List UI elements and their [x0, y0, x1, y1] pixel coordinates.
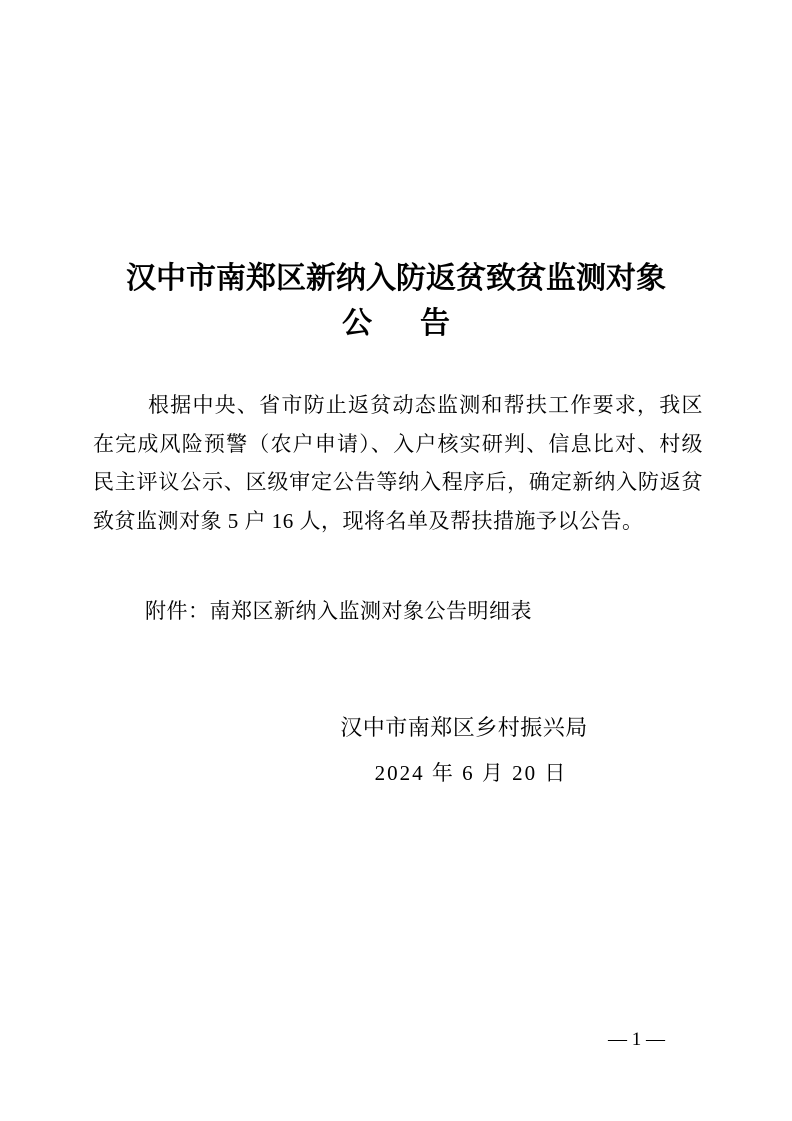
body-paragraph: 根据中央、省市防止返贫动态监测和帮扶工作要求，我区在完成风险预警（农户申请）、入户核实研判、信息比对、村级民主评议公示、区级审定公告等纳入程序后，确定新纳入防返贫致贫监测对象 5 户 16 人，现将名单及帮扶措施予以公告。	[93, 393, 703, 533]
page-number: — 1 —	[608, 1029, 665, 1050]
document-title	[0, 256, 792, 346]
title-word-left: 公	[342, 307, 372, 340]
document-title-line2	[0, 301, 792, 346]
issuing-authority: 汉中市南郑区乡村振兴局	[340, 715, 588, 740]
issue-date: 2024 年 6 月 20 日	[374, 761, 568, 785]
attachment-line: 附件：南郑区新纳入监测对象公告明细表	[145, 599, 532, 623]
title-word-right: 告	[420, 307, 450, 340]
document-title-line1: 汉中市南郑区新纳入防返贫致贫监测对象	[126, 262, 666, 295]
